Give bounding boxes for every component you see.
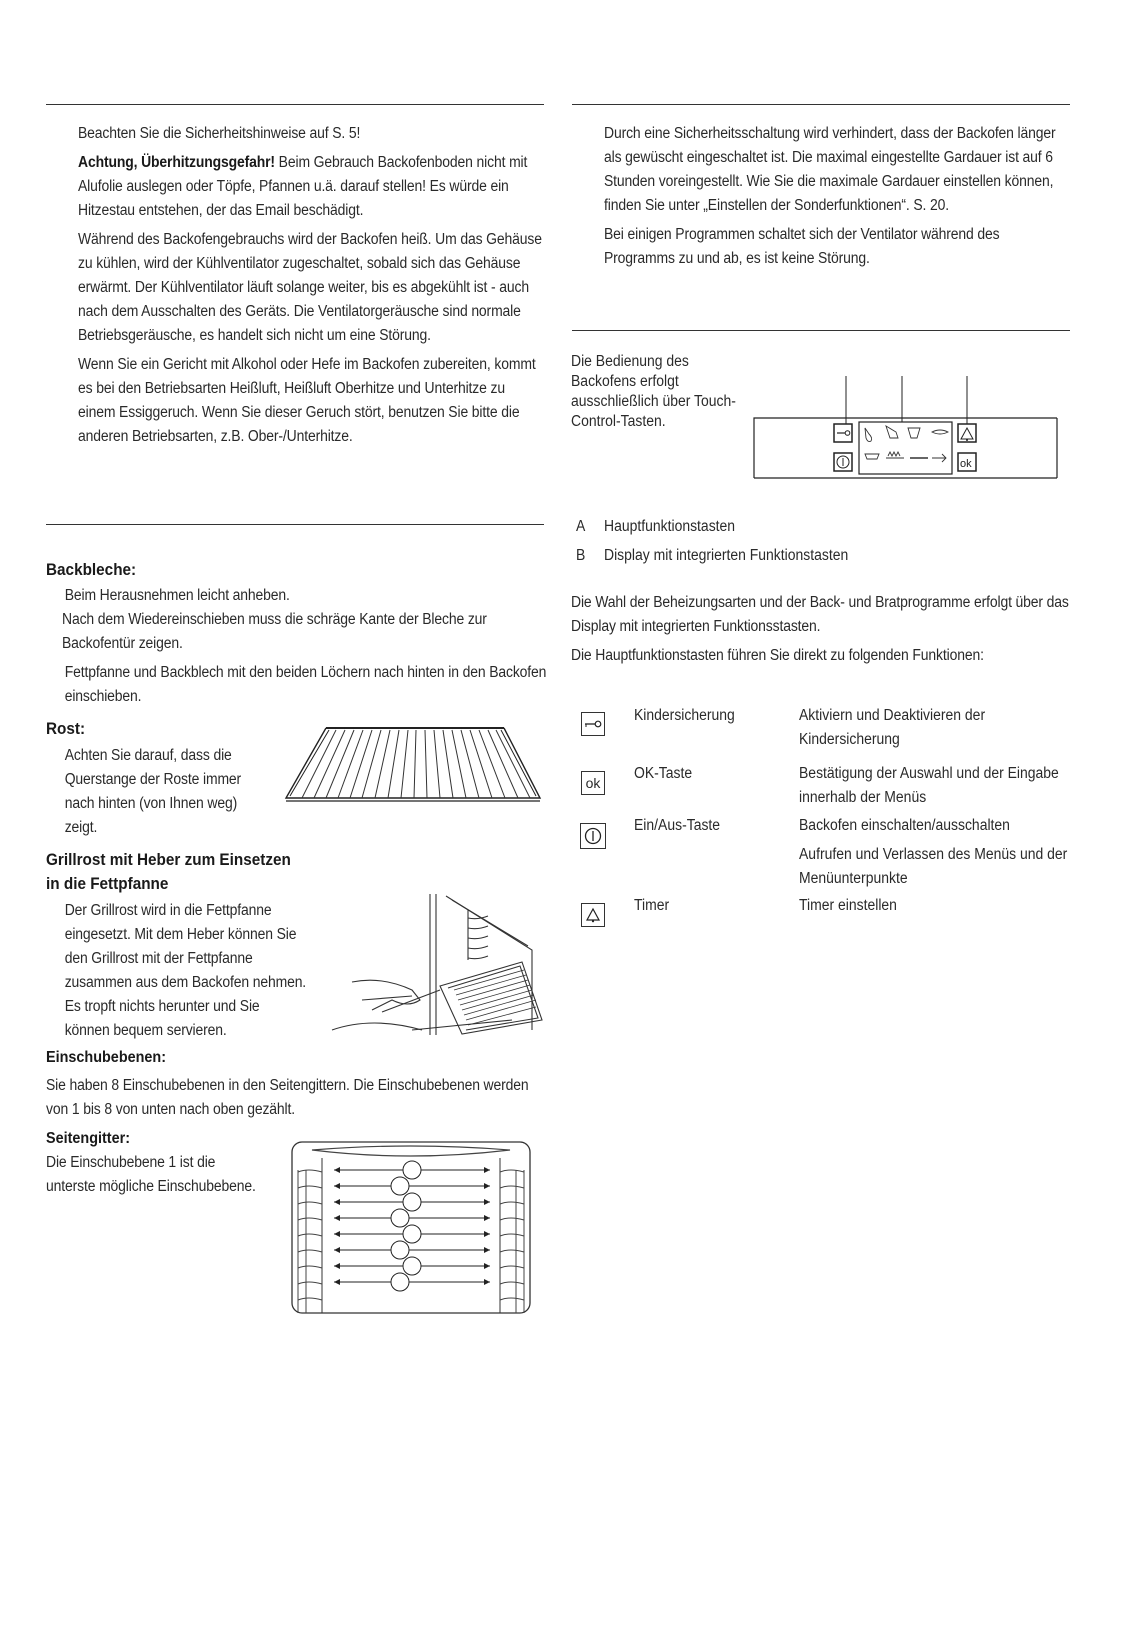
- section-rule: [572, 330, 1070, 331]
- overheat-warning: [78, 151, 546, 223]
- side-rails-illustration: [290, 1140, 532, 1315]
- safety-section: [78, 122, 546, 454]
- svg-text:ok: ok: [960, 458, 972, 470]
- rost-heading: Rost:: [46, 719, 86, 738]
- legend-b-letter: B: [576, 547, 586, 564]
- rost-text: Achten Sie darauf, dass die Querstange der Roste immer nach hinten (von Ihnen weg) zeigt.: [64, 747, 242, 836]
- legend-b-text: Display mit integrierten Funktionstasten: [604, 547, 849, 564]
- display-paragraph: Die Wahl der Beheizungsarten und der Back- und Bratprogramme erfolgt über das Display mit integrierten Funktionsstasten.: [571, 594, 1069, 635]
- fan-note-paragraph: Bei einigen Programmen schaltet sich der Ventilator während des Programms zu und ab, es ist keine Störung.: [604, 226, 1000, 267]
- legend-a-text: Hauptfunktionstasten: [604, 518, 736, 535]
- function-name: Ein/Aus-Taste: [634, 817, 721, 834]
- overheat-warning-title: Achtung, Überhitzungsgefahr!: [78, 154, 275, 171]
- power-icon: [580, 823, 606, 849]
- touch-control-intro: Die Bedienung des Backofens erfolgt ausschließlich über Touch-Control-Tasten.: [571, 353, 736, 430]
- function-name: Kindersicherung: [634, 707, 735, 724]
- grill-rack-lifter-illustration: [312, 850, 544, 1035]
- grillrost-heading: Grillrost mit Heber zum Einsetzen in die Fettpfanne: [46, 850, 291, 893]
- section-rule: [46, 104, 544, 105]
- grillrost-text: Der Grillrost wird in die Fettpfanne eingesetzt. Mit dem Heber können Sie den Grillrost mit der Fettpfanne zusammen aus dem Backofen nehmen. Es tropft nichts herunter und Sie können bequem servieren.: [64, 902, 307, 1039]
- control-panel-diagram: [752, 374, 1062, 480]
- function-name: OK-Taste: [634, 765, 693, 782]
- einschubebenen-heading: Einschubebenen:: [46, 1049, 167, 1066]
- function-desc: Aktiviern und Deaktivieren der Kindersicherung: [799, 707, 986, 748]
- cooling-paragraph: Während des Backofengebrauchs wird der Backofen heiß. Um das Gehäuse zu kühlen, wird der Kühlventilator zugeschaltet, sobald sich das Gehäuse erwärmt. Der Kühlventilator läuft solange weiter, bis es abgekühlt ist - auch nach dem Ausschalten des Geräts. Die Ventilatorgeräusche sind normale Betriebsgeräusche, es handelt sich nicht um eine Störung.: [78, 231, 542, 344]
- einschubebenen-text: Sie haben 8 Einschubebenen in den Seitengittern. Die Einschubebenen werden von 1 bis 8 von unten nach oben gezählt.: [46, 1077, 529, 1118]
- seitengitter-heading: Seitengitter:: [46, 1130, 131, 1147]
- legend-a-letter: A: [576, 518, 586, 535]
- ok-icon: ok: [581, 771, 605, 795]
- function-name: Timer: [634, 897, 670, 914]
- function-desc-secondary: Aufrufen und Verlassen des Menüs und der Menüunterpunkte: [799, 846, 1068, 887]
- backbleche-line1: Beim Herausnehmen leicht anheben.: [64, 587, 290, 604]
- backbleche-line3: Fettpfanne und Backblech mit den beiden Löchern nach hinten in den Backofen einschieben.: [64, 664, 547, 705]
- key-icon: [581, 712, 605, 736]
- function-desc: Backofen einschalten/ausschalten: [799, 817, 1010, 834]
- backbleche-heading: Backbleche:: [46, 560, 137, 579]
- backbleche-line2: Nach dem Wiedereinschieben muss die schräge Kante der Bleche zur Backofentür zeigen.: [62, 611, 487, 652]
- seitengitter-text: Die Einschubebene 1 ist die unterste mögliche Einschubebene.: [46, 1154, 256, 1195]
- function-desc: Timer einstellen: [799, 897, 897, 914]
- section-rule: [572, 104, 1070, 105]
- display-intro: [571, 591, 1071, 673]
- overheat-warning-text: Beim Gebrauch Backofenboden nicht mit Alufolie auslegen oder Töpfe, Pfannen u.ä. darauf stellen! Es würde ein Hitzestau entstehen, der das Email beschädigt.: [78, 154, 528, 219]
- section-rule: [46, 524, 544, 525]
- backbleche-text: [62, 584, 548, 714]
- safety-note: Beachten Sie die Sicherheitshinweise auf S. 5!: [78, 125, 361, 142]
- bell-icon: [581, 903, 605, 927]
- vinegar-paragraph: Wenn Sie ein Gericht mit Alkohol oder Hefe im Backofen zubereiten, kommt es bei den Betriebsarten Heißluft, Heißluft Oberhitze und Unterhitze zu einem Essiggeruch. Wenn Sie dieser Geruch stört, benutzen Sie bitte die anderen Betriebsarten, z.B. Ober-/Unterhitze.: [78, 356, 536, 445]
- function-desc: Bestätigung der Auswahl und der Eingabe innerhalb der Menüs: [799, 765, 1059, 806]
- main-keys-paragraph: Die Hauptfunktionstasten führen Sie direkt zu folgenden Funktionen:: [571, 647, 984, 664]
- safety-switch-section: [604, 122, 1070, 276]
- safety-switch-paragraph: Durch eine Sicherheitsschaltung wird verhindert, dass der Backofen länger als gewüscht eingeschaltet ist. Die maximal eingestellte Gardauer ist auf 6 Stunden voreingestellt. Wie Sie die maximale Gardauer einstellen können, finden Sie unter „Einstellen der Sonderfunktionen“. S. 20.: [604, 125, 1056, 214]
- rack-illustration: [282, 722, 544, 804]
